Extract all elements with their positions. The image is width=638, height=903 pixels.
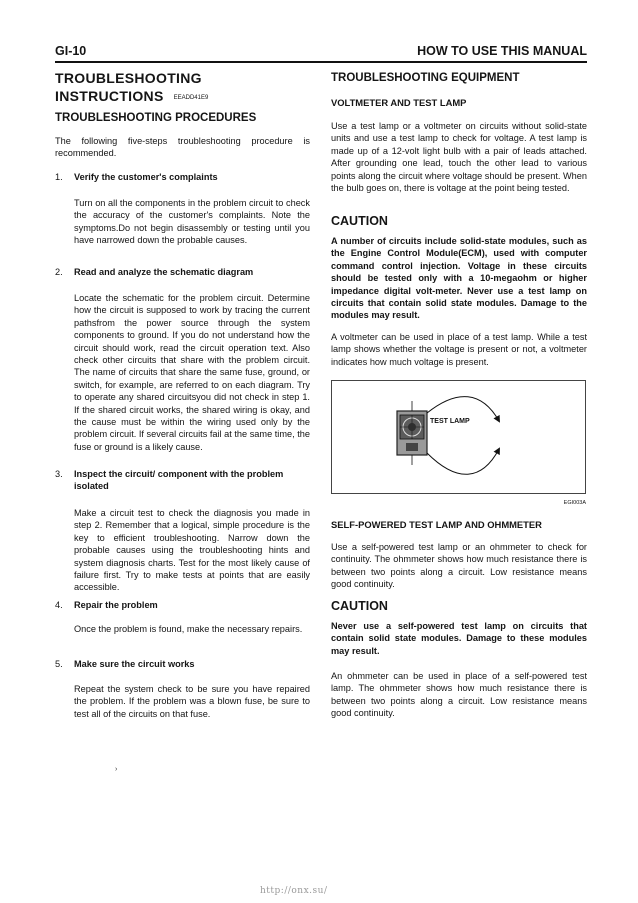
step-1-title: Verify the customer's complaints — [74, 172, 218, 182]
step-2-title: Read and analyze the schematic diagram — [74, 267, 254, 277]
stray-mark: › — [115, 766, 118, 773]
lower-lead-arrow — [427, 449, 499, 474]
step-3-number: 3. — [55, 469, 63, 479]
voltmeter-heading: VOLTMETER AND TEST LAMP — [331, 97, 467, 108]
voltmeter-paragraph: Use a test lamp or a voltmeter on circuits without solid-state units and use a test lamp to check for voltage. A test lamp is made up of a 12-volt light bulb with a pair of leads attached. After grounding one lead, touch the other lead to various points along the circuit where voltage should be present. When the bulb goes on, there is voltage at the point being tested. — [331, 121, 587, 194]
figure-code: EGI003A — [563, 500, 586, 506]
test-lamp-figure — [331, 380, 586, 494]
caution-1-text: A number of circuits include solid-state modules, such as the Engine Control Module(ECM), used with computer command control injection. Voltage in these circuits should be tested only with a 10-megaohm or higher impedance digital volt-meter. Never use a test lamp on circuits that contain solid state modules. Damage to the modules may result. — [331, 236, 587, 321]
test-lamp-diagram — [332, 381, 585, 493]
self-powered-heading: SELF-POWERED TEST LAMP AND OHMMETER — [331, 519, 542, 530]
step-2-number: 2. — [55, 267, 63, 277]
step-5-title: Make sure the circuit works — [74, 659, 195, 669]
intro-paragraph: The following five-steps troubleshooting procedure is recommended. — [55, 136, 310, 159]
step-5-number: 5. — [55, 659, 63, 669]
caution-2-text: Never use a self-powered test lamp on circuits that contain solid state modules. Damage to these modules may result. — [331, 621, 587, 656]
step-1-number: 1. — [55, 172, 63, 182]
step-2-body: Locate the schematic for the problem circuit. Determine how the circuit is supposed to work by tracing the current pathsfrom the power source through the system components to ground. If you do not understand how the circuit should work, read the circuit operation text. Also check other circuits that share with the problem circuit. The name of circuits that share the same fuse, ground, or switch, for example, are referred to on each diagram. Try to operate any shared circuitsyou did not check in step 1. If the shared circuit works, the shared wiring is okay, and the cause must be within the wiring used only by the problem circuit. If several circuits fail at the same time, the fuse or ground is a likely cause. — [74, 293, 310, 452]
test-lamp-device — [397, 401, 427, 465]
step-1-body: Turn on all the components in the problem circuit to check the accuracy of the customer's complaints. Note the symptoms.Do not begin disassembly or testing until you have narrowed down the probable causes. — [74, 198, 310, 246]
self-powered-paragraph: Use a self-powered test lamp or an ohmmeter to check for continuity. The ohmmeter shows how much resistance there is between two points along a circuit. Low resistance means good continuity. — [331, 542, 587, 590]
ohmmeter-paragraph: An ohmmeter can be used in place of a self-powered test lamp. The ohmmeter shows how much resistance there is between two points along a circuit. Low resistance means good continuity. — [331, 671, 587, 719]
step-3-body: Make a circuit test to check the diagnosis you made in step 2. Remember that a logical, simple procedure is the key to efficient troubleshooting. Narrow down the probable causes using the troubleshooting hints and system diagnosis charts. Test for the most likely cause of failure first. Try to make tests at points that are easily accessible. — [74, 508, 310, 593]
section-title-line1: TROUBLESHOOTING — [55, 70, 202, 86]
equipment-heading: TROUBLESHOOTING EQUIPMENT — [331, 72, 520, 84]
voltmeter-paragraph-2: A voltmeter can be used in place of a test lamp. While a test lamp shows whether the voltage is present or not, a voltmeter indicates how much voltage is present. — [331, 332, 587, 367]
footer-url[interactable]: http://onx.su/ — [260, 886, 328, 896]
step-3-title-line2: isolated — [74, 481, 109, 491]
step-3-title-line1: Inspect the circuit/ component with the problem — [74, 469, 284, 479]
header-rule — [55, 61, 587, 63]
section-code: EEADD41E9 — [173, 95, 209, 101]
step-5-body: Repeat the system check to be sure you have repaired the problem. If the problem was a blown fuse, be sure to test all of the circuits on that fuse. — [74, 684, 310, 719]
step-4-title: Repair the problem — [74, 600, 158, 610]
section-title-line2 — [55, 88, 208, 107]
step-4-body: Once the problem is found, make the necessary repairs. — [74, 624, 303, 634]
caution-2-heading: CAUTION — [331, 599, 388, 613]
page-header — [55, 44, 587, 62]
test-lamp-label: TEST LAMP — [430, 418, 470, 425]
caution-1-heading: CAUTION — [331, 214, 388, 228]
manual-title: HOW TO USE THIS MANUAL — [417, 44, 587, 58]
page-number: GI-10 — [55, 44, 87, 58]
section-title-text: INSTRUCTIONS — [55, 88, 164, 104]
procedures-heading: TROUBLESHOOTING PROCEDURES — [55, 112, 257, 124]
step-4-number: 4. — [55, 600, 63, 610]
